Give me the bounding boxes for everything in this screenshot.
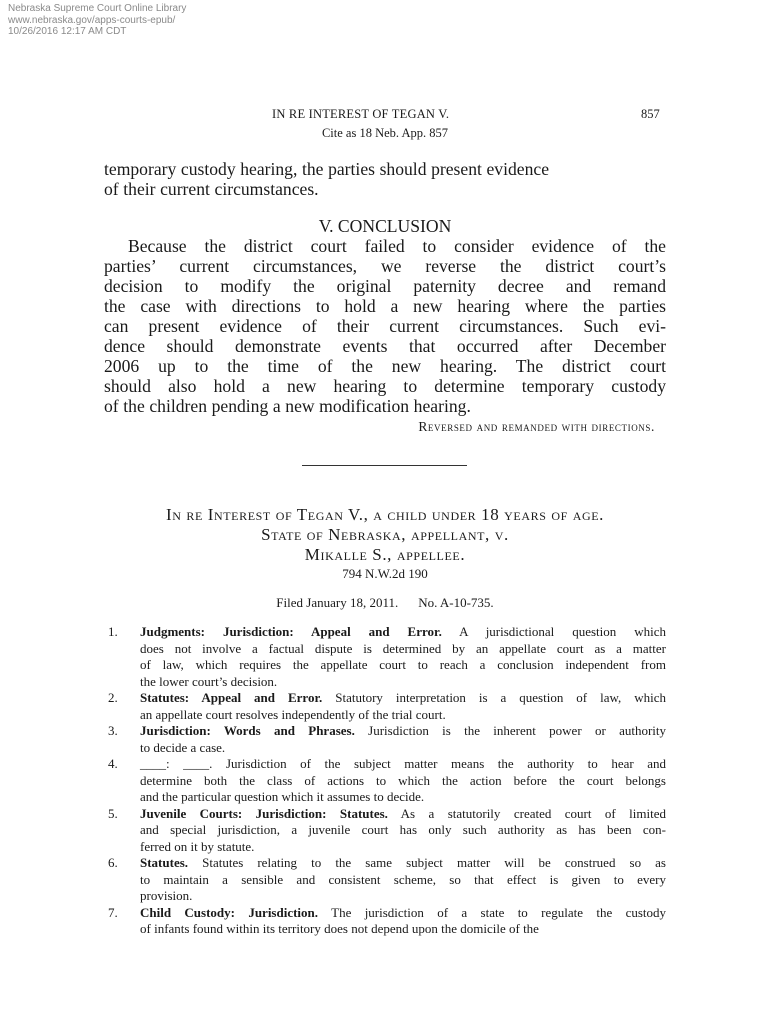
cite-line: Cite as 18 Neb. App. 857 [321,126,449,140]
headnote-line [140,740,666,757]
headnote-item [108,806,666,856]
headnote-text: The jurisdiction of a state to regulate the custody [331,904,667,920]
case-caption-title: In re Interest of Tegan V., a child under 18 years of age. [165,505,605,524]
headnote-number: 1. [108,624,118,639]
headnote-text: Jurisdiction is the inherent power or authority [368,723,667,738]
headnote-topic: Judgments: Jurisdiction: Appeal and Error. [140,624,442,639]
headnote-topic: ____: ____. [140,756,213,771]
headnote-text: Statutory interpretation is a question of law, which [335,690,666,705]
headnote-item [108,905,666,938]
headnote-item [108,855,666,905]
headnote-text: and the particular question which it assumes to decide. [140,789,425,804]
filed-date: Filed January 18, 2011. [276,595,399,610]
headnote-line [140,690,666,707]
running-head-title: IN RE INTEREST OF TEGAN V. [272,107,450,121]
conclusion-line: Because the district court failed to consider evidence of the [128,236,666,256]
headnote-text: of infants found within its territory does not depend upon the domicile of the [140,921,539,936]
headnote-number: 6. [108,855,118,870]
conclusion-line: should also hold a new hearing to determine temporary custody [104,376,666,396]
library-stamp [8,3,186,38]
headnote-number: 7. [108,904,118,920]
headnote-topic: Jurisdiction: Words and Phrases. [140,723,355,738]
headnote-topic: Juvenile Courts: Jurisdiction: Statutes. [140,805,388,821]
headnote-line [140,855,666,872]
headnote-text: to decide a case. [140,739,226,755]
continuation-line: temporary custody hearing, the parties should present evidence [104,159,550,179]
headnote-text: and special jurisdiction, a juvenile court has only such authority as has been con- [140,822,666,837]
headnote-text: As a statutorily created court of limited [400,805,667,821]
headnote-topic: Statutes: Appeal and Error. [140,690,323,705]
conclusion-paragraph [104,236,666,416]
headnote-text: determine both the class of actions to which the action before the court belongs [140,772,666,788]
headnote-line [140,839,666,856]
section-heading: V. CONCLUSION [318,216,452,236]
headnote-line [140,905,666,922]
headnote-line [140,822,666,839]
conclusion-line: parties’ current circumstances, we reverse the district court’s [104,256,666,276]
headnote-number: 2. [108,690,118,705]
headnote-line [140,723,666,740]
headnote-number: 3. [108,723,118,738]
case-caption-appellee: Mikalle S., appellee. [304,545,466,564]
headnote-line [140,756,666,773]
headnote-line [140,806,666,823]
headnote-item [108,723,666,756]
headnote-number: 4. [108,756,118,771]
stamp-line-url: www.nebraska.gov/apps-courts-epub/ [8,14,176,26]
reporter-citation: 794 N.W.2d 190 [342,566,428,581]
headnote-line [140,872,666,889]
conclusion-line: 2006 up to the time of the new hearing. The district court [104,356,666,376]
page-number: 857 [641,107,660,121]
headnote-topic: Child Custody: Jurisdiction. [140,904,319,920]
headnote-text: provision. [140,888,193,903]
headnote-line [140,888,666,905]
headnote-topic: Statutes. [140,855,189,870]
headnote-item [108,624,666,690]
headnote-line [140,641,666,658]
headnote-line [140,773,666,790]
headnote-line [140,789,666,806]
headnote-line [140,674,666,691]
section-divider [302,465,467,466]
conclusion-line: of the children pending a new modification hearing. [104,396,471,416]
headnote-text: does not involve a factual dispute is determined by an appellate court as a matter [140,640,666,656]
headnote-item [108,756,666,806]
headnote-text: to maintain a sensible and consistent scheme, so that effect is given to every [140,871,666,887]
headnote-line [140,657,666,674]
headnote-text: Statutes relating to the same subject matter will be construed so as [202,855,666,870]
headnote-number: 5. [108,805,118,821]
headnote-line [140,921,666,938]
continuation-paragraph [104,159,666,199]
headnote-text: Jurisdiction of the subject matter means the authority to hear and [225,756,666,771]
conclusion-line: the case with directions to hold a new hearing where the parties [104,296,666,316]
filing-info [0,595,770,611]
continuation-line: of their current circumstances. [104,179,319,199]
headnote-text: of law, which requires the appellate court to reach a conclusion independent from [140,657,666,672]
headnotes-list [108,624,666,938]
docket-number: No. A-10-735. [418,595,494,610]
headnote-item [108,690,666,723]
stamp-line-library: Nebraska Supreme Court Online Library [8,3,187,14]
stamp-line-timestamp: 10/26/2016 12:17 AM CDT [8,26,127,37]
conclusion-line: decision to modify the original paternity decree and remand [104,276,666,296]
headnote-text: an appellate court resolves independently of the trial court. [140,706,446,722]
headnote-text: ferred on it by statute. [140,838,255,854]
case-caption-appellant: State of Nebraska, appellant, v. [261,525,509,544]
conclusion-line: can present evidence of their current circumstances. Such evi- [104,316,666,336]
headnote-text: A jurisdictional question which [459,624,666,639]
headnote-text: the lower court’s decision. [140,673,278,689]
headnote-line [140,624,666,641]
conclusion-line: dence should demonstrate events that occurred after December [104,336,666,356]
disposition: Reversed and remanded with directions. [418,419,655,434]
headnote-line [140,707,666,724]
